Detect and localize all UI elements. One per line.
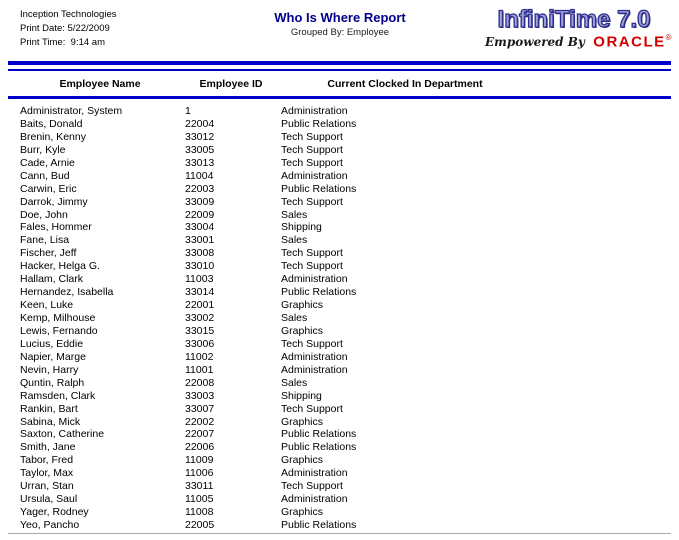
infinitime-logo — [485, 6, 672, 51]
department-cell: Administration — [281, 467, 348, 480]
table-row — [0, 441, 679, 454]
table-row — [0, 209, 679, 222]
employee-name-cell: Fales, Hommer — [20, 221, 92, 234]
table-row — [0, 144, 679, 157]
department-cell: Shipping — [281, 389, 322, 402]
employee-id-cell: 11002 — [185, 350, 214, 363]
department-cell: Administration — [281, 169, 348, 182]
employee-name-cell: Carwin, Eric — [20, 182, 77, 195]
employee-name-cell: Taylor, Max — [20, 467, 74, 480]
table-row — [0, 428, 679, 441]
table-row — [0, 467, 679, 480]
table-row — [0, 506, 679, 519]
table-row — [0, 157, 679, 170]
table-row — [0, 480, 679, 493]
employee-id-cell: 11006 — [185, 467, 214, 480]
employee-name-cell: Darrok, Jimmy — [20, 195, 88, 208]
table-row — [0, 247, 679, 260]
oracle-wordmark: ORACLE — [593, 33, 666, 51]
department-cell: Administration — [281, 105, 348, 117]
department-cell: Sales — [281, 376, 308, 389]
employee-name-cell: Urran, Stan — [20, 480, 74, 493]
registered-mark: ® — [665, 33, 672, 42]
table-row — [0, 234, 679, 247]
table-row — [0, 364, 679, 377]
employee-id-cell: 33001 — [185, 234, 215, 247]
department-cell: Graphics — [281, 454, 324, 467]
department-cell: Tech Support — [281, 130, 343, 143]
table-row — [0, 273, 679, 286]
department-cell: Administration — [281, 350, 348, 363]
table-row — [0, 170, 679, 183]
department-cell: Shipping — [281, 221, 322, 234]
employee-id-cell: 33007 — [185, 402, 215, 415]
department-cell: Tech Support — [281, 260, 343, 273]
employee-id-cell: 33014 — [185, 286, 215, 299]
employee-id-cell: 11005 — [185, 493, 214, 506]
table-row — [0, 390, 679, 403]
department-cell: Tech Support — [281, 402, 343, 415]
department-cell: Public Relations — [281, 286, 357, 299]
employee-name-cell: Rankin, Bart — [20, 402, 78, 415]
employee-name-cell: Tabor, Fred — [20, 454, 74, 467]
employee-name-cell: Smith, Jane — [20, 441, 76, 454]
department-cell: Administration — [281, 363, 348, 376]
employee-id-cell: 22005 — [185, 519, 215, 531]
employee-name-cell: Doe, John — [20, 208, 68, 221]
print-date: Print Date: 5/22/2009 — [20, 23, 110, 34]
employee-name-cell: Kemp, Milhouse — [20, 312, 96, 324]
department-cell: Sales — [281, 312, 308, 324]
employee-name-cell: Ramsden, Clark — [20, 389, 96, 402]
employee-name-cell: Saxton, Catherine — [20, 428, 105, 441]
department-cell: Sales — [281, 234, 308, 247]
employee-name-cell: Cann, Bud — [20, 169, 70, 182]
employee-id-cell: 11008 — [185, 506, 214, 519]
employee-name-cell: Administrator, System — [20, 105, 123, 117]
employee-name-cell: Keen, Luke — [20, 299, 74, 312]
department-cell: Tech Support — [281, 337, 343, 350]
department-cell: Tech Support — [281, 143, 343, 156]
employee-id-cell: 22002 — [185, 415, 215, 428]
report-title: Who Is Where Report — [274, 10, 406, 25]
employee-id-cell: 33002 — [185, 312, 215, 324]
department-cell: Tech Support — [281, 247, 343, 260]
table-row — [0, 325, 679, 338]
table-row — [0, 196, 679, 209]
employee-id-cell: 33003 — [185, 389, 215, 402]
employee-id-cell: 11009 — [185, 454, 214, 467]
company-name: Inception Technologies — [20, 9, 117, 20]
department-cell: Public Relations — [281, 182, 357, 195]
column-header-department: Current Clocked In Department — [327, 78, 483, 90]
table-row — [0, 105, 679, 118]
employee-id-cell: 22001 — [185, 299, 215, 312]
top-rule-thick — [8, 61, 671, 65]
table-rows — [0, 105, 679, 532]
department-cell: Sales — [281, 208, 308, 221]
employee-id-cell: 33009 — [185, 195, 215, 208]
infinitime-brand-text: InfiniTime 7.0 — [497, 6, 651, 33]
employee-id-cell: 22006 — [185, 441, 215, 454]
column-header-employee-name: Employee Name — [59, 78, 141, 90]
print-time: Print Time: 9:14 am — [20, 37, 106, 48]
department-cell: Graphics — [281, 415, 324, 428]
report-subtitle: Grouped By: Employee — [290, 27, 390, 38]
employee-name-cell: Burr, Kyle — [20, 143, 66, 156]
employee-id-cell: 33010 — [185, 260, 215, 273]
employee-name-cell: Yeo, Pancho — [20, 519, 80, 531]
employee-id-cell: 33005 — [185, 143, 215, 156]
header-rule — [8, 96, 671, 99]
table-row — [0, 221, 679, 234]
print-info — [20, 8, 116, 50]
table-row — [0, 454, 679, 467]
department-cell: Graphics — [281, 324, 324, 337]
title-block — [180, 10, 500, 38]
department-cell: Public Relations — [281, 428, 357, 441]
employee-id-cell: 33008 — [185, 247, 215, 260]
empowered-by-text: Empowered By — [485, 35, 585, 50]
employee-name-cell: Nevin, Harry — [20, 363, 79, 376]
page-bottom-rule — [8, 533, 671, 534]
table-row — [0, 377, 679, 390]
employee-id-cell: 22008 — [185, 376, 215, 389]
employee-name-cell: Hernandez, Isabella — [20, 286, 114, 299]
employee-name-cell: Brenin, Kenny — [20, 130, 86, 143]
table-row — [0, 416, 679, 429]
employee-name-cell: Napier, Marge — [20, 350, 86, 363]
employee-id-cell: 33004 — [185, 221, 215, 234]
employee-id-cell: 22007 — [185, 428, 215, 441]
table-row — [0, 260, 679, 273]
employee-name-cell: Hacker, Helga G. — [20, 260, 100, 273]
table-row — [0, 519, 679, 532]
employee-name-cell: Lucius, Eddie — [20, 337, 84, 350]
department-cell: Graphics — [281, 299, 324, 312]
table-row — [0, 183, 679, 196]
employee-name-cell: Fischer, Jeff — [20, 247, 77, 260]
department-cell: Administration — [281, 273, 348, 286]
table-row — [0, 493, 679, 506]
employee-id-cell: 33015 — [185, 324, 215, 337]
department-cell: Tech Support — [281, 195, 343, 208]
employee-id-cell: 33006 — [185, 337, 215, 350]
employee-name-cell: Ursula, Saul — [20, 493, 78, 506]
employee-name-cell: Hallam, Clark — [20, 273, 84, 286]
top-rule-thin — [8, 69, 671, 71]
employee-name-cell: Cade, Arnie — [20, 156, 75, 169]
table-row — [0, 338, 679, 351]
employee-id-cell: 33012 — [185, 130, 215, 143]
employee-id-cell: 11004 — [185, 169, 214, 182]
employee-id-cell: 33013 — [185, 156, 215, 169]
logo-tagline — [485, 33, 672, 51]
department-cell: Administration — [281, 493, 348, 506]
employee-id-cell: 22003 — [185, 182, 215, 195]
employee-name-cell: Sabina, Mick — [20, 415, 81, 428]
employee-name-cell: Baits, Donald — [20, 117, 83, 130]
department-cell: Public Relations — [281, 519, 357, 531]
table-row — [0, 131, 679, 144]
employee-id-cell: 1 — [185, 105, 191, 117]
employee-name-cell: Yager, Rodney — [20, 506, 89, 519]
employee-name-cell: Lewis, Fernando — [20, 324, 98, 337]
table-row — [0, 299, 679, 312]
column-header-employee-id: Employee ID — [199, 78, 263, 90]
table-row — [0, 286, 679, 299]
employee-name-cell: Quntin, Ralph — [20, 376, 85, 389]
table-row — [0, 351, 679, 364]
department-cell: Graphics — [281, 506, 324, 519]
table-row — [0, 118, 679, 131]
table-row — [0, 312, 679, 325]
employee-id-cell: 22009 — [185, 208, 215, 221]
department-cell: Public Relations — [281, 441, 357, 454]
table-row — [0, 403, 679, 416]
employee-id-cell: 33011 — [185, 480, 214, 493]
employee-name-cell: Fane, Lisa — [20, 234, 70, 247]
employee-id-cell: 11003 — [185, 273, 214, 286]
department-cell: Tech Support — [281, 480, 343, 493]
department-cell: Tech Support — [281, 156, 343, 169]
employee-id-cell: 11001 — [185, 363, 214, 376]
employee-id-cell: 22004 — [185, 117, 215, 130]
department-cell: Public Relations — [281, 117, 357, 130]
